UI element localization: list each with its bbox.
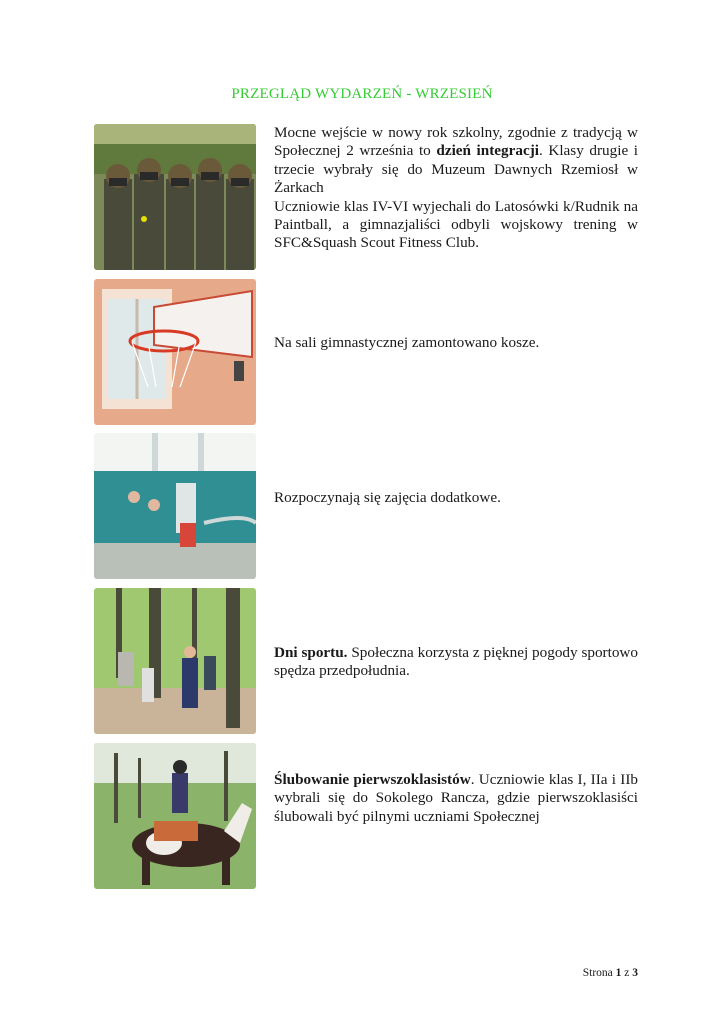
event-integration-text: Mocne wejście w nowy rok szkolny, zgodnie z tradycją w Społecznej 2 września to dzień integracji. Klasy drugie i trzecie wybrały się do Muzeum Dawnych Rzemiosł w Żarkach Uczniowie klas IV-VI wyjechali do Latosówki k/Rudnik na Paintball, a gimnazjaliści odbyli wojskowy trening w SFC&Squash Scout Fitness Club. <box>274 124 639 252</box>
page-title: PRZEGLĄD WYDARZEŃ - WRZESIEŃ <box>231 86 493 102</box>
basketball-hoop-photo <box>94 279 256 425</box>
page-counter: Strona 1 z 3 <box>582 967 638 979</box>
event-extra-classes-text: Rozpoczynają się zajęcia dodatkowe. <box>274 489 501 506</box>
swimming-pool-photo <box>94 433 256 579</box>
paintball-photo <box>94 124 256 270</box>
event-oath-text: Ślubowanie pierwszoklasistów. Uczniowie klas I, IIa i IIb wybrali się do Sokolego Rancza, gdzie pierwszoklasiści ślubowali być pilnymi uczniami Społecznej <box>274 771 639 825</box>
event-sports-day-text: Dni sportu. Społeczna korzysta z pięknej pogody sportowo spędza przedpołudnia. <box>274 644 638 680</box>
event-hoops-text: Na sali gimnastycznej zamontowano kosze. <box>274 334 540 351</box>
pony-ride-photo <box>94 743 256 889</box>
sports-day-photo <box>94 588 256 734</box>
